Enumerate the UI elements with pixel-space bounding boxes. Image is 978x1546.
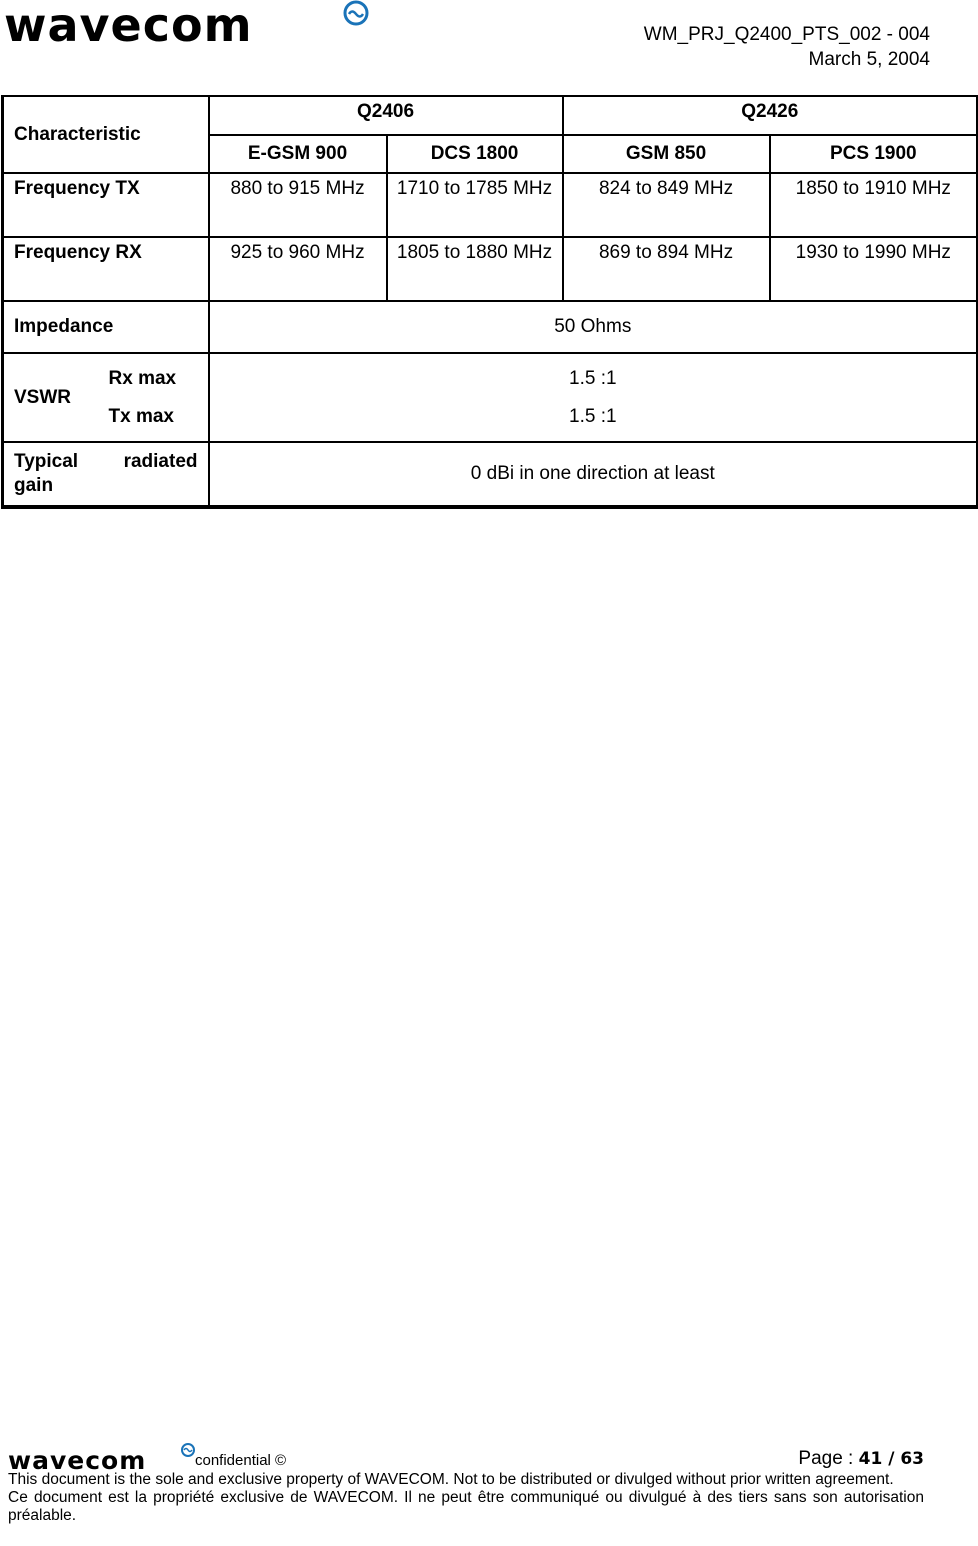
- document-reference: [644, 22, 930, 72]
- freq-rx-dcs1800: 1805 to 1880 MHz: [387, 237, 563, 301]
- logo-wordmark: wavecom: [4, 0, 253, 48]
- freq-tx-dcs1800: 1710 to 1785 MHz: [387, 173, 563, 237]
- footer-logo-swirl-icon: [182, 1444, 194, 1456]
- vswr-tx-label: Tx max: [108, 405, 174, 427]
- doc-date: March 5, 2004: [808, 49, 930, 70]
- vswr-sublabels: [97, 353, 209, 442]
- row-label-vswr: VSWR: [3, 353, 97, 442]
- band-pcs1900: PCS 1900: [770, 135, 978, 173]
- freq-tx-egsm900: 880 to 915 MHz: [209, 173, 387, 237]
- typical-gain-value: 0 dBi in one direction at least: [209, 442, 978, 507]
- band-gsm850: GSM 850: [563, 135, 770, 173]
- page-indicator: [798, 1448, 924, 1470]
- freq-rx-egsm900: 925 to 960 MHz: [209, 237, 387, 301]
- header-characteristic: Characteristic: [3, 96, 209, 173]
- vswr-tx-value: 1.5 :1: [569, 405, 617, 427]
- vswr-rx-value: 1.5 :1: [569, 367, 617, 389]
- logo-swirl-icon: [345, 2, 367, 24]
- confidential-label: confidential ©: [195, 1452, 287, 1469]
- footer-wavecom-logo: [8, 1442, 198, 1472]
- band-dcs1800: DCS 1800: [387, 135, 563, 173]
- notice-french: Ce document est la propriété exclusive de WAVECOM. Il ne peut être communiqué ou divulgué à des tiers sans son autorisation préalable.: [8, 1489, 924, 1524]
- band-egsm900: E-GSM 900: [209, 135, 387, 173]
- vswr-values: [209, 353, 978, 442]
- page-number: 41 / 63: [858, 1449, 924, 1469]
- freq-tx-pcs1900: 1850 to 1910 MHz: [770, 173, 978, 237]
- header-q2406: Q2406: [209, 96, 563, 135]
- notice-english: This document is the sole and exclusive property of WAVECOM. Not to be distributed or divulged without prior written agreement.: [8, 1471, 894, 1488]
- page-label: Page :: [798, 1448, 859, 1469]
- wavecom-logo: [4, 0, 374, 48]
- header-q2426: Q2426: [563, 96, 978, 135]
- vswr-rx-label: Rx max: [108, 367, 177, 389]
- freq-rx-gsm850: 869 to 894 MHz: [563, 237, 770, 301]
- doc-ref-code: WM_PRJ_Q2400_PTS_002 - 004: [643, 24, 930, 45]
- rf-characteristics-table: [1, 95, 978, 509]
- row-label-impedance: Impedance: [3, 301, 209, 353]
- impedance-value: 50 Ohms: [209, 301, 978, 353]
- row-label-freq-rx: Frequency RX: [3, 237, 209, 301]
- footer-notice: [8, 1471, 924, 1525]
- row-label-typical-gain: Typical radiated gain: [3, 442, 209, 507]
- footer-logo-wordmark: wavecom: [8, 1446, 147, 1472]
- freq-tx-gsm850: 824 to 849 MHz: [563, 173, 770, 237]
- row-label-freq-tx: Frequency TX: [3, 173, 209, 237]
- freq-rx-pcs1900: 1930 to 1990 MHz: [770, 237, 978, 301]
